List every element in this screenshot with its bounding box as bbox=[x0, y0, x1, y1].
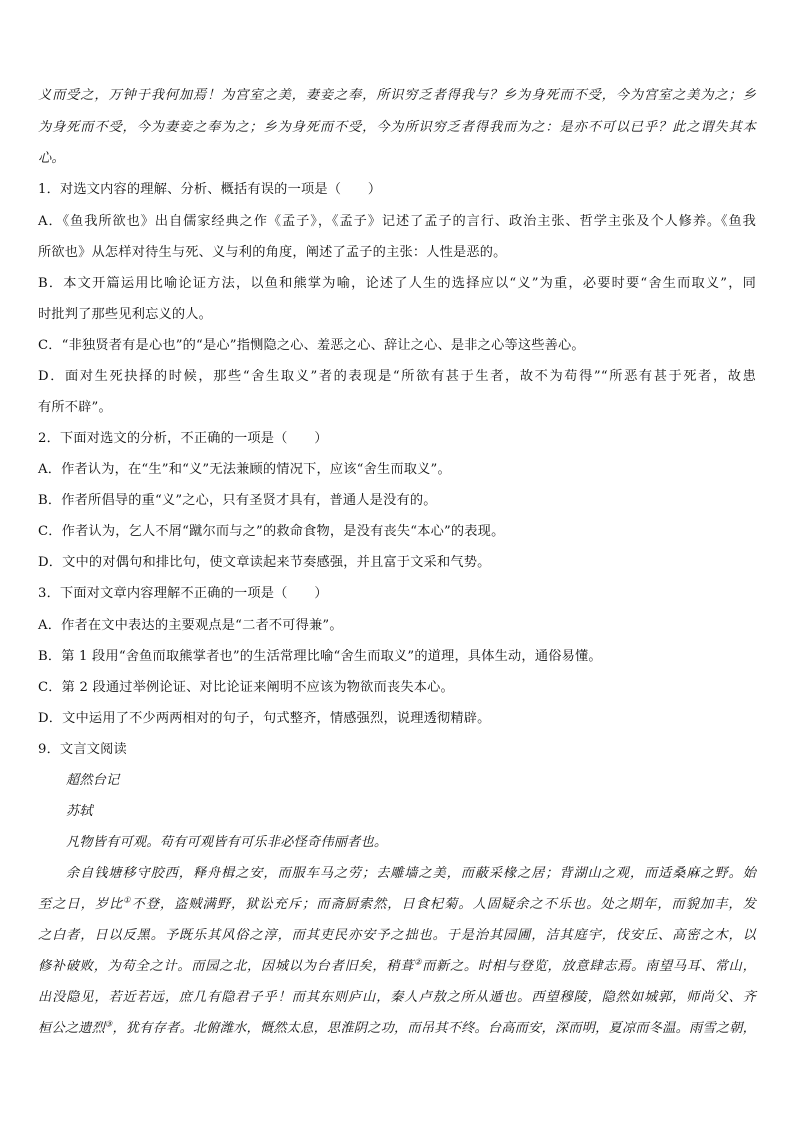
option-a: A．《鱼我所欲也》出自儒家经典之作《孟子》，《孟子》记述了孟子的言行、政治主张、哲学主张及个人修养。《鱼我 bbox=[38, 214, 756, 229]
essay-text: 不登，盗贼满野，狱讼充斥；而斋厨索然，日食杞菊。人固疑余之不乐也。处之期年，而貌加丰，发 bbox=[131, 897, 757, 912]
footnote-marker: ② bbox=[414, 957, 423, 967]
option-d-cont: 有所不辟”。 bbox=[38, 400, 112, 415]
section-heading: 9．文言文阅读 bbox=[38, 742, 127, 757]
passage-line: 为身死而不受，今为妻妾之奉为之；乡为身死而不受，今为所识穷乏者得我而为之：是亦不可以已乎？此之谓失其本 bbox=[38, 120, 756, 135]
option-c: C．“非独贤者有是心也”的“是心”指恻隐之心、羞恶之心、辞让之心、是非之心等这些善心。 bbox=[38, 338, 585, 353]
essay-text: 修补破败，为苟全之计。而园之北，因城以为台者旧矣，稍葺 bbox=[38, 959, 415, 974]
essay-line bbox=[38, 893, 756, 912]
passage-line: 义而受之，万钟于我何加焉！为宫室之美，妻妾之奉，所识穷乏者得我与？乡为身死而不受，今为宫室之美为之；乡 bbox=[38, 88, 756, 103]
footnote-marker: ① bbox=[123, 895, 132, 905]
essay-line: 出没隐见，若近若远，庶几有隐君子乎！而其东则庐山，秦人卢敖之所从遁也。西望穆陵，隐然如城郭，师尚父、齐 bbox=[38, 990, 756, 1005]
passage-line: 心。 bbox=[38, 151, 65, 166]
question-stem: 2．下面对选文的分析，不正确的一项是（ ） bbox=[38, 431, 328, 446]
option-d: D．文中的对偶句和排比句，使文章读起来节奏感强，并且富于文采和气势。 bbox=[38, 555, 491, 570]
essay-author: 苏轼 bbox=[66, 804, 93, 819]
option-b: B．作者所倡导的重“义”之心，只有圣贤才具有，普通人是没有的。 bbox=[38, 493, 437, 508]
option-c: C．作者认为，乞人不屑“蹴尔而与之”的救命食物，是没有丧失“本心”的表现。 bbox=[38, 524, 505, 539]
option-b: B．第 1 段用“舍鱼而取熊掌者也”的生活常理比喻“舍生而取义”的道理，具体生动，通俗易懂。 bbox=[38, 649, 602, 664]
essay-text: 至之日，岁比 bbox=[38, 897, 124, 912]
question-stem: 1．对选文内容的理解、分析、概括有误的一项是（ ） bbox=[38, 182, 382, 197]
option-d: D．文中运用了不少两两相对的句子，句式整齐，情感强烈，说理透彻精辟。 bbox=[38, 711, 491, 726]
option-d: D．面对生死抉择的时候，那些“舍生取义”者的表现是“所欲有甚于生者，故不为苟得”“所恶有甚于死者，故患 bbox=[38, 369, 756, 384]
option-a: A．作者认为，在“生”和“义”无法兼顾的情况下，应该“舍生而取义”。 bbox=[38, 462, 451, 477]
essay-text: 桓公之遗烈 bbox=[38, 1021, 106, 1036]
essay-text: 而新之。时相与登览，放意肆志焉。南望马耳、常山， bbox=[422, 959, 756, 974]
essay-line bbox=[38, 1017, 756, 1036]
option-c: C．第 2 段通过举例论证、对比论证来阐明不应该为物欲而丧失本心。 bbox=[38, 680, 454, 695]
essay-paragraph: 余自钱塘移守胶西，释舟楫之安，而服车马之劳；去雕墙之美，而蔽采椽之居；背湖山之观，而适桑麻之野。始 bbox=[66, 866, 756, 881]
option-a: A．作者在文中表达的主要观点是“二者不可得兼”。 bbox=[38, 618, 343, 633]
essay-paragraph: 凡物皆有可观。苟有可观皆有可乐非必怪奇伟丽者也。 bbox=[66, 835, 388, 850]
option-b: B．本文开篇运用比喻论证方法，以鱼和熊掌为喻，论述了人生的选择应以“义”为重，必要时要“舍生而取义”，同 bbox=[38, 276, 756, 291]
option-a-cont: 所欲也》从怎样对待生与死、义与利的角度，阐述了孟子的主张：人性是恶的。 bbox=[38, 245, 507, 260]
essay-line bbox=[38, 955, 756, 974]
option-b-cont: 时批判了那些见利忘义的人。 bbox=[38, 307, 213, 322]
essay-text: ，犹有存者。北俯潍水，慨然太息，思淮阴之功，而吊其不终。台高而安，深而明，夏凉而冬温。雨雪之朝， bbox=[112, 1021, 757, 1036]
footnote-marker: ③ bbox=[105, 1019, 113, 1029]
essay-title: 超然台记 bbox=[66, 773, 120, 788]
question-stem: 3．下面对文章内容理解不正确的一项是（ ） bbox=[38, 586, 328, 601]
essay-line: 之白者，日以反黑。予既乐其风俗之淳，而其吏民亦安予之拙也。于是治其园圃，洁其庭宇，伐安丘、高密之木，以 bbox=[38, 928, 756, 943]
